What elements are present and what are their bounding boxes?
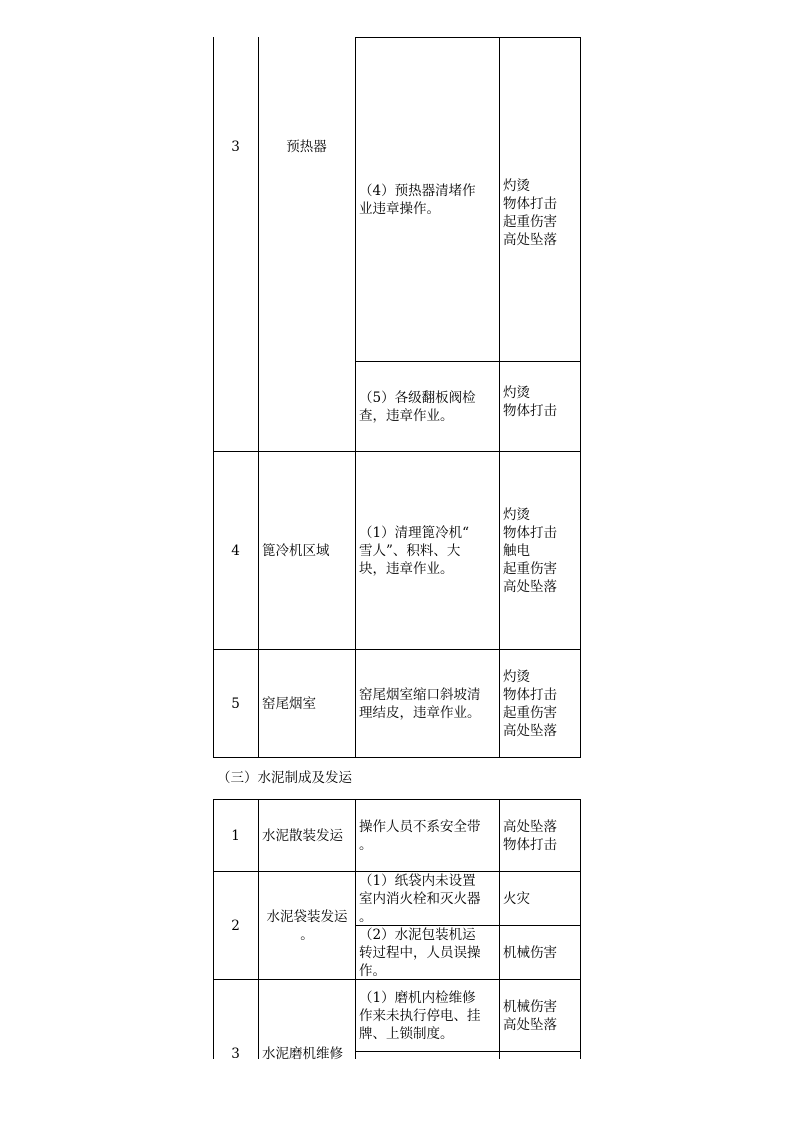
row-number: 5 [231,695,240,712]
section-title: （三）水泥制成及发运 [217,770,352,786]
hazard-description: （5）各级翻板阀检 查，违章作业。 [359,389,476,424]
hazard-types: 灼烫 物体打击 [503,385,557,419]
area-name: 水泥磨机维修 [262,1046,343,1062]
hazard-description: （1）纸袋内未设置 室内消火栓和灭火器 。 [359,872,481,925]
hazard-description: （4）预热器清堵作 业违章操作。 [359,182,476,217]
area-name: 窑尾烟室 [262,695,316,712]
area-name: 水泥袋装发运 。 [266,908,348,943]
row-number: 4 [231,542,240,559]
hazard-types: 灼烫 物体打击 起重伤害 高处坠落 [503,178,557,248]
row-number: 1 [231,827,240,844]
row-number: 3 [231,139,240,155]
hazard-types: 机械伤害 高处坠落 [503,998,557,1033]
row-number: 3 [231,1046,240,1062]
table-border [580,799,581,1059]
area-name: 篦冷机区域 [262,542,330,559]
table-border [499,799,500,1059]
table-border [355,799,356,1059]
hazard-description: （1）磨机内检维修 作来未执行停电、挂 牌、上锁制度。 [359,989,481,1042]
hazard-types: 机械伤害 [503,944,557,961]
hazard-description: 操作人员不系安全带 。 [359,818,481,853]
hazard-types: 灼烫 物体打击 起重伤害 高处坠落 [503,668,557,739]
area-name: 预热器 [286,139,327,155]
row-number: 2 [231,917,240,934]
area-name: 水泥散装发运 [262,827,343,844]
hazard-types: 灼烫 物体打击 触电 起重伤害 高处坠落 [503,506,557,595]
hazard-description: （1）清理篦冷机“ 雪人”、积料、大 块，违章作业。 [359,524,469,577]
hazard-description: （2）水泥包装机运 转过程中，人员误操 作。 [359,926,481,979]
table-border [213,757,581,758]
hazard-types: 火灾 [503,890,530,907]
table-border [355,1051,581,1052]
hazard-types: 高处坠落 物体打击 [503,818,557,853]
hazard-description: 窑尾烟室缩口斜坡清 理结皮，违章作业。 [359,686,481,721]
